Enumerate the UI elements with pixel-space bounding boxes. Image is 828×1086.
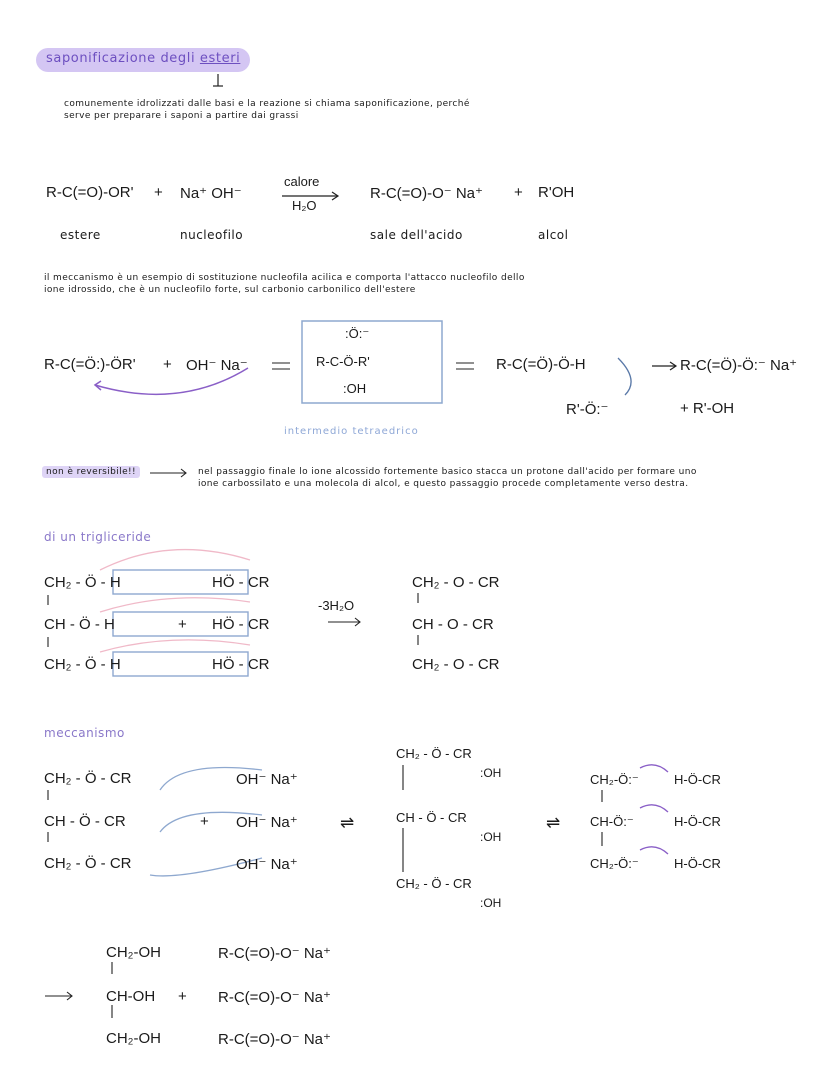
equilibrium-arrows-1 [272, 363, 290, 369]
condition-heat: calore [284, 174, 320, 189]
trig-condition: -3H₂O [318, 598, 355, 613]
mech2-equilibrium-2: ⇌ [546, 813, 561, 832]
irreversible-badge [42, 466, 140, 478]
mech-plus: + [163, 356, 172, 373]
trig-product-3: CH₂ - O - CR [412, 656, 500, 673]
mech2-mid-1: CH₂ - Ö - CR [396, 746, 472, 761]
intermediate-middle: R-C-Ö-R' [316, 354, 370, 369]
intermediate-top: :Ö:⁻ [345, 326, 370, 341]
irreversible-line-2: ione carbossilato e una molecola di alcol, e questo passaggio procede completamente verso destra. [198, 479, 689, 489]
glycerol-1: CH₂-OH [106, 944, 161, 961]
mech-alcohol: + R'-OH [680, 400, 735, 417]
mech2-left-1: CH₂ - Ö - CR [44, 770, 132, 787]
mech-acid: R-C(=Ö)-Ö-H [496, 356, 586, 373]
mechanism2-heading: meccanismo [44, 726, 125, 740]
trig-plus: + [178, 616, 187, 633]
mech2-right-2: CH-Ö:⁻ [590, 814, 634, 829]
trig-left-2: CH - Ö - H [44, 616, 115, 633]
intro-text [64, 98, 584, 122]
salt-formula: R-C(=O)-O⁻ Na⁺ [370, 185, 483, 202]
label-salt: sale dell'acido [370, 228, 463, 242]
mech2-mid-oh-1: :OH [480, 766, 502, 780]
mech-alkoxide: R'-Ö:⁻ [566, 401, 609, 418]
condition-water: H₂O [292, 198, 317, 213]
trig-right-3: HÖ - CR [212, 656, 270, 673]
mech2-mid-oh-3: :OH [480, 896, 502, 910]
trig-right-2: HÖ - CR [212, 616, 270, 633]
glycerol-3: CH₂-OH [106, 1030, 161, 1047]
mech2-mid-3: CH₂ - Ö - CR [396, 876, 472, 891]
trig-right-1: HÖ - CR [212, 574, 270, 591]
trig-left-3: CH₂ - Ö - H [44, 656, 121, 673]
mech2-right-1: CH₂-Ö:⁻ [590, 772, 639, 787]
equilibrium-arrows-2 [456, 363, 474, 369]
soap-1: R-C(=O)-O⁻ Na⁺ [218, 945, 331, 962]
mech-nucleophile: OH⁻ Na⁻ [186, 357, 248, 374]
mechanism-line-1: il meccanismo è un esempio di sostituzione nucleofila acilica e comporta l'attacco nucleofilo dello [44, 273, 525, 283]
final-plus: + [178, 988, 187, 1005]
mechanism-line-2: ione idrossido, che è un nucleofilo forte, sul carbonio carbonilico dell'estere [44, 285, 416, 295]
proton-transfer-arrow [618, 358, 631, 395]
mech-ester: R-C(=Ö:)-ÖR' [44, 356, 136, 373]
mech2-right-acid-2: H-Ö-CR [674, 814, 721, 829]
mech2-base-2: OH⁻ Na⁺ [236, 814, 298, 831]
mech2-purple-arc-1 [640, 765, 668, 772]
mech2-plus: + [200, 813, 209, 830]
mech2-purple-arc-2 [640, 805, 668, 812]
mech2-base-1: OH⁻ Na⁺ [236, 771, 298, 788]
irreversible-text [198, 466, 758, 490]
title-prefix: saponificazione degli [46, 51, 200, 66]
intermediate-label: intermedio tetraedrico [284, 426, 419, 437]
mech2-right-3: CH₂-Ö:⁻ [590, 856, 639, 871]
ester-formula: R-C(=O)-OR' [46, 184, 134, 201]
mech2-right-acid-1: H-Ö-CR [674, 772, 721, 787]
intro-line-2: serve per preparare i saponi a partire dai grassi [64, 111, 299, 121]
label-ester: estere [60, 228, 101, 242]
mech2-left-2: CH - Ö - CR [44, 813, 126, 830]
label-nucleophile: nucleofilo [180, 228, 244, 242]
soap-3: R-C(=O)-O⁻ Na⁺ [218, 1031, 331, 1048]
alcohol-formula: R'OH [538, 184, 575, 201]
mech2-purple-arc-3 [640, 847, 668, 854]
plus-2: + [514, 184, 523, 201]
trig-arc-1 [100, 550, 250, 570]
mech2-equilibrium-1: ⇌ [340, 813, 355, 832]
intermediate-bottom: :OH [343, 381, 367, 396]
mech-carboxylate: R-C(=Ö)-Ö:⁻ Na⁺ [680, 357, 798, 374]
mech2-mid-2: CH - Ö - CR [396, 810, 467, 825]
base-formula: Na⁺ OH⁻ [180, 185, 242, 202]
trig-arc-2 [100, 598, 250, 612]
label-alcohol: alcol [538, 228, 569, 242]
irreversible-badge-text: non è reversibile!! [42, 466, 140, 478]
title-underlined: esteri [199, 51, 241, 66]
intro-line-1: comunemente idrolizzati dalle basi e la reazione si chiama saponificazione, perché [64, 99, 470, 109]
mech2-left-3: CH₂ - Ö - CR [44, 855, 132, 872]
trig-product-2: CH - O - CR [412, 616, 494, 633]
soap-2: R-C(=O)-O⁻ Na⁺ [218, 989, 331, 1006]
triglyceride-heading: di un trigliceride [44, 530, 152, 544]
glycerol-2: CH-OH [106, 988, 156, 1005]
trig-left-1: CH₂ - Ö - H [44, 574, 121, 591]
trig-arc-3 [100, 640, 250, 652]
mech2-right-acid-3: H-Ö-CR [674, 856, 721, 871]
mech2-base-3: OH⁻ Na⁺ [236, 856, 298, 873]
plus-1: + [154, 184, 163, 201]
irreversible-line-1: nel passaggio finale lo ione alcossido fortemente basico stacca un protone dall'acido per formare uno [198, 467, 697, 477]
mech2-mid-oh-2: :OH [480, 830, 502, 844]
trig-product-1: CH₂ - O - CR [412, 574, 500, 591]
mechanism-text [44, 272, 604, 296]
